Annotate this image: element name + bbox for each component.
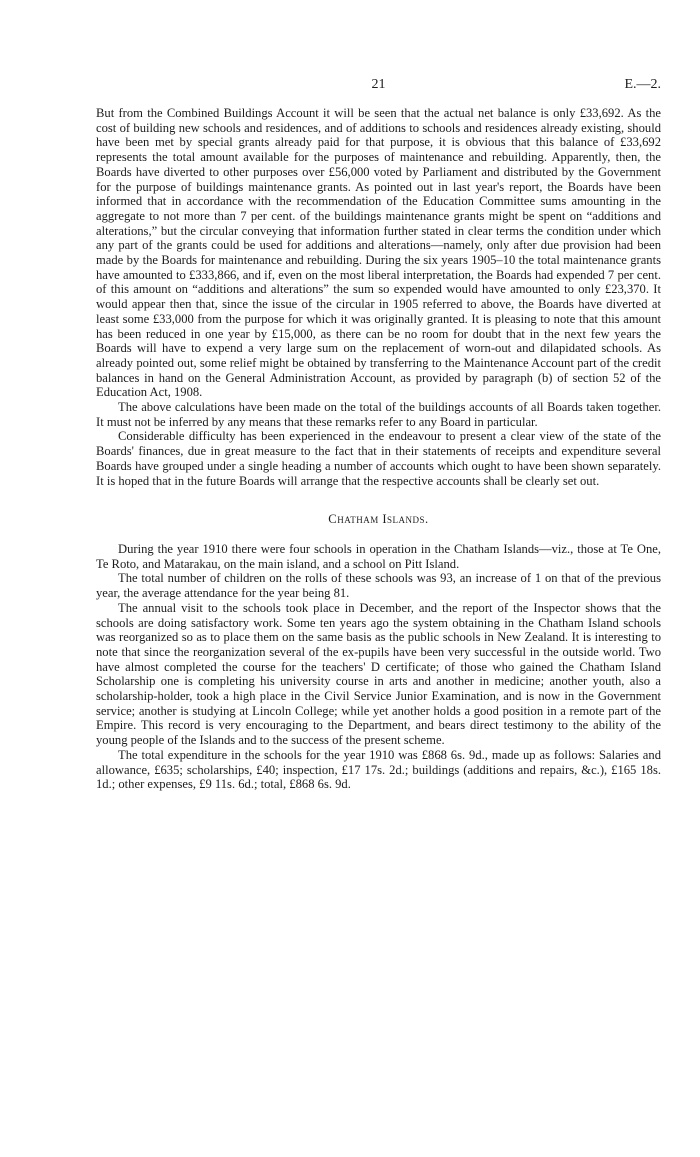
section-heading-chatham-islands: Chatham Islands. [328,512,429,527]
paragraph-finances: Considerable difficulty has been experienced in the endeavour to present a clear view of the state of the Boards' finances, due in great measure to the fact that in their statements of receipts and expenditure several Boards have grouped under a single heading a number of accounts which ought to have been shown separately. It is hoped that in the future Boards will arrange that the respective accounts shall be clearly set out. [96,429,661,488]
paragraph-calculations: The above calculations have been made on the total of the buildings accounts of all Boards taken together. It must not be inferred by any means that these remarks refer to any Board in particular. [96,400,661,429]
document-reference: E.—2. [624,77,661,92]
paragraph-buildings-account: But from the Combined Buildings Account it will be seen that the actual net balance is only £33,692. As the cost of building new schools and residences, and of additions to schools and residences already existing, should have been met by special grants already paid for that purpose, it is obvious that this balance of £33,692 represents the total amount available for the purposes of maintenance and rebuilding. Apparently, then, the Boards have diverted to other purposes over £56,000 voted by Parliament and distributed by the Government for the purpose of buildings maintenance grants. As pointed out in last year's report, the Boards have been informed that in accordance with the recommendation of the Education Committee sums amounting in the aggregate to not more than 7 per cent. of the buildings maintenance grants might be spent on “additions and alterations,” but the circular conveying that information further stated in clear terms the condition under which any part of the grants could be used for additions and alterations—namely, only after due provision had been made by the Boards for maintenance and rebuilding. During the six years 1905–10 the total maintenance grants have amounted to £333,866, and if, even on the most liberal interpretation, the Boards had expended 7 per cent. of this amount on “additions and alterations” the sum so expended would have amounted to only £23,370. It would appear then that, since the issue of the circular in 1905 referred to above, the Boards have diverted at least some £33,000 from the purpose for which it was originally granted. It is pleasing to note that this amount has been reduced in one year by £15,000, as there can be no room for doubt that in the next few years the Boards will have to expend a very large sum on the replacement of worn-out and dilapidated schools. As already pointed out, some relief might be obtained by transferring to the Maintenance Account part of the credit balances in hand on the General Administration Account, as provided by paragraph (b) of section 52 of the Education Act, 1908. [96,106,661,400]
body-text [96,106,661,792]
paragraph-chatham-expenditure: The total expenditure in the schools for the year 1910 was £868 6s. 9d., made up as follows: Salaries and allowance, £635; scholarships, £40; inspection, £17 17s. 2d.; buildings (additions and repairs, &c.), £165 18s. 1d.; other expenses, £9 11s. 6d.; total, £868 6s. 9d. [96,747,661,792]
paragraph-chatham-rolls: The total number of children on the rolls of these schools was 93, an increase of 1 on that of the previous year, the average attendance for the year being 81. [96,571,661,601]
paragraph-chatham-inspection: The annual visit to the schools took place in December, and the report of the Inspector shows that the schools are doing satisfactory work. Some ten years ago the system obtaining in the Chatham Island schools was reorganized so as to place them on the same basis as the public schools in New Zealand. It is interesting to note that since the reorganization several of the ex-pupils have been very successful in the outside world. Two have almost completed the course for the teachers' D certificate; of those who gained the Chatham Island Scholarship one is completing his university course in arts and another in medicine; another youth, also a scholarship-holder, took a high place in the Civil Service Junior Examination, and is now in the Government service; another is studying at Lincoln College; while yet another holds a good position in a remote part of the Empire. This record is very encouraging to the Department, and bears direct testimony to the ability of the young people of the Islands and to the success of the present scheme. [96,600,661,748]
page-number: 21 [371,77,386,92]
paragraph-chatham-schools: During the year 1910 there were four schools in operation in the Chatham Islands—viz., those at Te One, Te Roto, and Matarakau, on the main island, and a school on Pitt Island. [96,541,661,571]
page-header [96,77,661,97]
